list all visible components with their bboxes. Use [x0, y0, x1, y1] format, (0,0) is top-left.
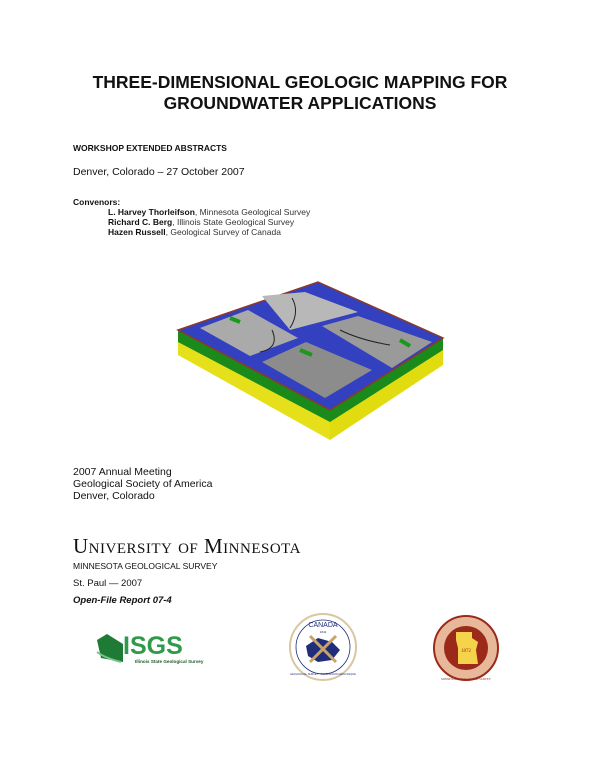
meeting-line: Geological Society of America [73, 478, 213, 490]
convenor [108, 207, 310, 217]
isgs-logo-text: ISGS [123, 632, 183, 660]
convenor-name: L. Harvey Thorleifson [108, 207, 195, 217]
convenor-name: Hazen Russell [108, 227, 166, 237]
survey-name: MINNESOTA GEOLOGICAL SURVEY [73, 561, 218, 571]
meeting-line: Denver, Colorado [73, 490, 155, 502]
convenor-org: , Minnesota Geological Survey [194, 207, 311, 217]
report-number: Open-File Report 07-4 [73, 595, 172, 606]
title-line-2: GROUNDWATER APPLICATIONS [163, 93, 437, 113]
document-title [0, 72, 600, 114]
university-wordmark: University of Minnesota [73, 534, 301, 558]
meeting-info [73, 466, 212, 502]
subtitle: WORKSHOP EXTENDED ABSTRACTS [73, 143, 227, 153]
convenor [108, 227, 310, 237]
city-year: St. Paul — 2007 [73, 578, 143, 589]
convenors-list [108, 207, 310, 237]
title-line-1: THREE-DIMENSIONAL GEOLOGIC MAPPING FOR [92, 72, 508, 92]
convenor-org: , Geological Survey of Canada [165, 227, 281, 237]
place-date: Denver, Colorado – 27 October 2007 [73, 166, 245, 178]
meeting-line: 2007 Annual Meeting [73, 466, 172, 478]
mgs-seal-year: 1872 [461, 649, 471, 654]
canada-logo-year: 1842 [319, 630, 327, 634]
isgs-logo-caption: Illinois State Geological Survey [135, 659, 204, 664]
convenor-org: , Illinois State Geological Survey [172, 217, 295, 227]
mgs-seal-ring: MINNESOTA GEOLOGICAL SURVEY [441, 677, 491, 681]
convenor-name: Richard C. Berg [108, 217, 173, 227]
convenor [108, 217, 310, 227]
3d-geologic-model-image [170, 275, 455, 450]
canada-logo-text: CANADA [308, 622, 338, 629]
canada-logo-ring: GEOLOGICAL SURVEY · COMMISSION GÉOLOGIQUE [290, 673, 356, 676]
canada-gsc-logo [288, 612, 358, 682]
isgs-logo [95, 628, 205, 668]
minnesota-geological-survey-seal [432, 614, 500, 682]
convenors-label: Convenors: [73, 197, 121, 207]
